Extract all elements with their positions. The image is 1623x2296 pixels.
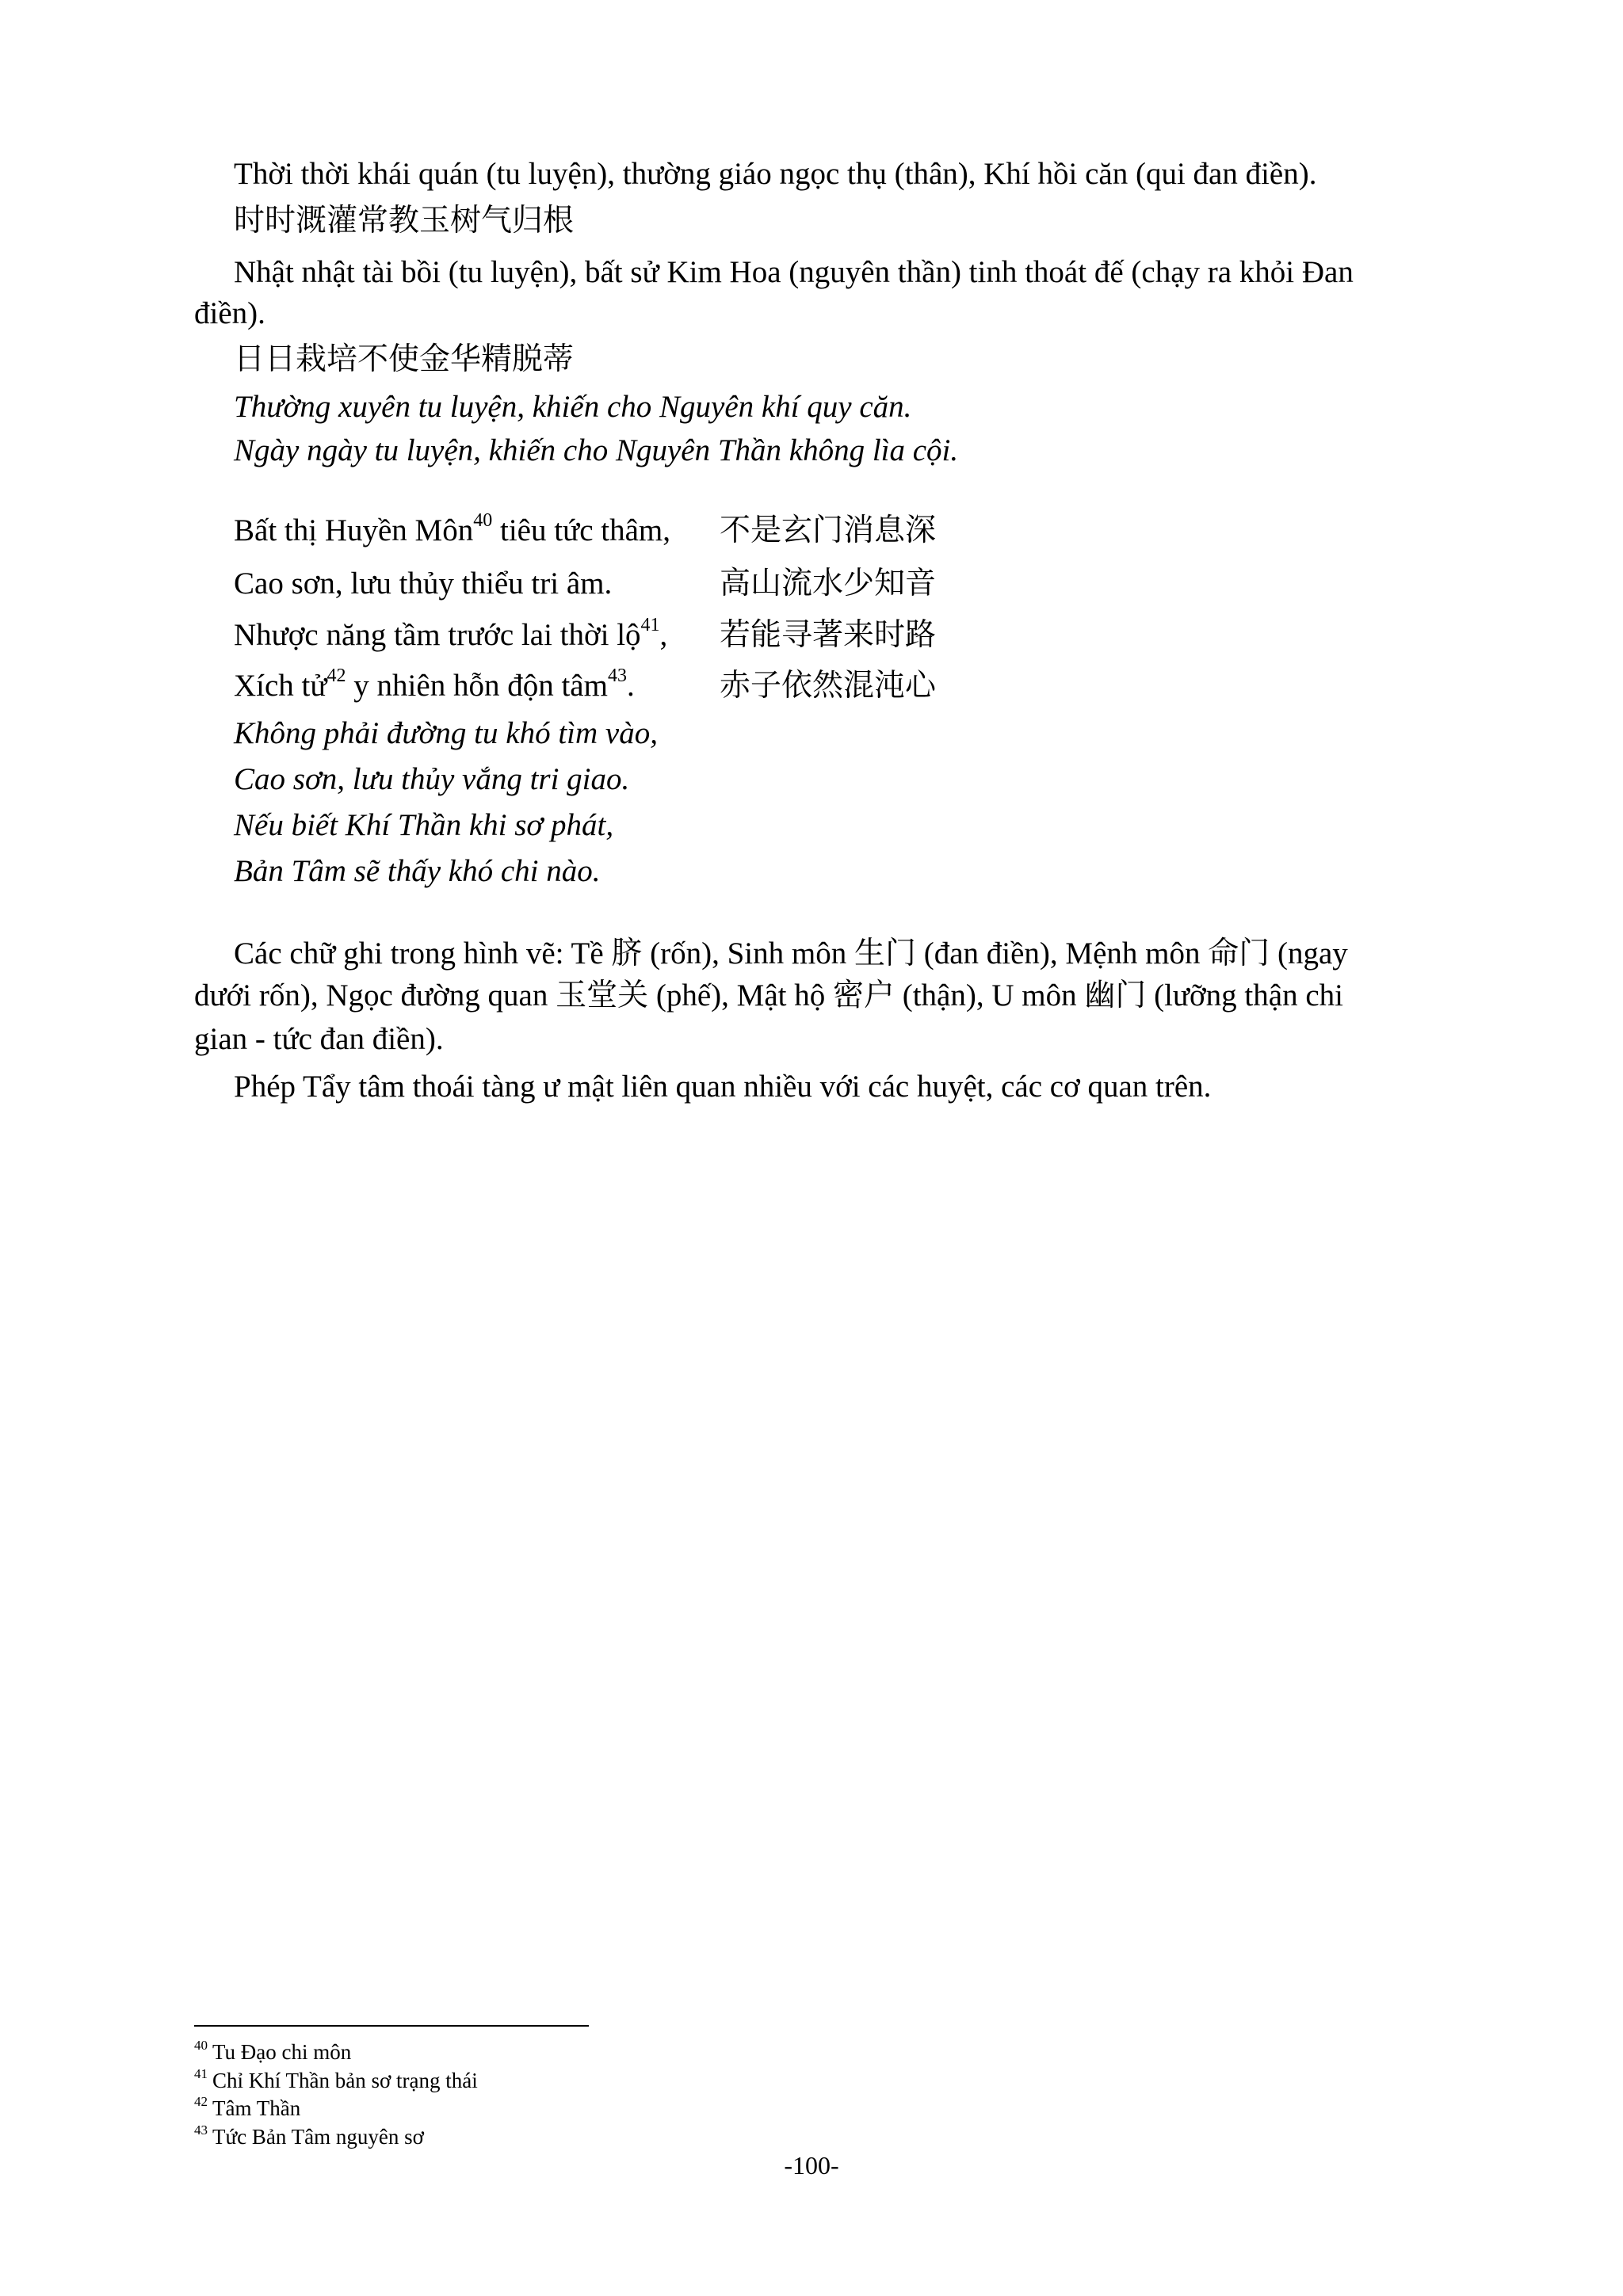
poem-chinese: 高山流水少知音 [720,566,937,601]
footnote: $^{43}$ Tức Bản Tâm nguyên sơ [194,2122,424,2149]
poem-line: Nhược năng tầm trước lai thời lộ$^{41}$, [234,615,668,652]
para1-line1: Thời thời khái quán (tu luyện), thường giáo ngọc thụ (thân), Khí hồi căn (qui đan điền). [234,157,1317,191]
para2-chinese: 日日栽培不使金华精脱蒂 [234,341,575,377]
para2-line1: Nhật nhật tài bồi (tu luyện), bất sử Kim Hoa (nguyên thần) tinh thoát đế (chạy ra khỏi Đan [234,255,1354,289]
translation2-line: Cao sơn, lưu thủy vắng tri giao. [234,762,630,796]
para3-line: Các chữ ghi trong hình vẽ: Tề 脐 (rốn), Sinh môn 生门 (đan điền), Mệnh môn 命门 (ngay [234,936,1348,971]
para3-line: gian - tức đan điền). [194,1022,444,1056]
translation2-line: Bản Tâm sẽ thấy khó chi nào. [234,854,601,888]
poem-line: Cao sơn, lưu thủy thiểu tri âm. [234,566,613,601]
para1-chinese: 时时溉灌常教玉树气归根 [234,203,575,238]
poem-line: Bất thị Huyền Môn$^{40}$ tiêu tức thâm, [234,510,670,547]
page-number: -100- [784,2151,839,2180]
poem-line: Xích tử$^{42}$ y nhiên hỗn độn tâm$^{43}$. [234,666,635,703]
translation2-line: Nếu biết Khí Thần khi sơ phát, [234,808,614,842]
para2-line2: điền). [194,296,265,330]
footnote-separator [194,2025,589,2027]
footnote: $^{41}$ Chỉ Khí Thần bản sơ trạng thái [194,2066,478,2092]
para3-line: dưới rốn), Ngọc đường quan 玉堂关 (phế), Mật hộ 密户 (thận), U môn 幽门 (lưỡng thận chi [194,978,1343,1013]
footnote: $^{42}$ Tâm Thần [194,2094,301,2120]
translation1-line: Ngày ngày tu luyện, khiến cho Nguyên Thần không lìa cội. [234,433,959,467]
poem-chinese: 赤子依然混沌心 [720,668,937,704]
poem-chinese: 不是玄门消息深 [720,513,937,548]
poem-chinese: 若能寻著来时路 [720,617,937,653]
translation1-line: Thường xuyên tu luyện, khiến cho Nguyên khí quy căn. [234,390,912,424]
para4-line: Phép Tẩy tâm thoái tàng ư mật liên quan nhiều với các huyệt, các cơ quan trên. [234,1070,1212,1104]
translation2-line: Không phải đường tu khó tìm vào, [234,716,658,750]
footnote: $^{40}$ Tu Đạo chi môn [194,2038,352,2064]
